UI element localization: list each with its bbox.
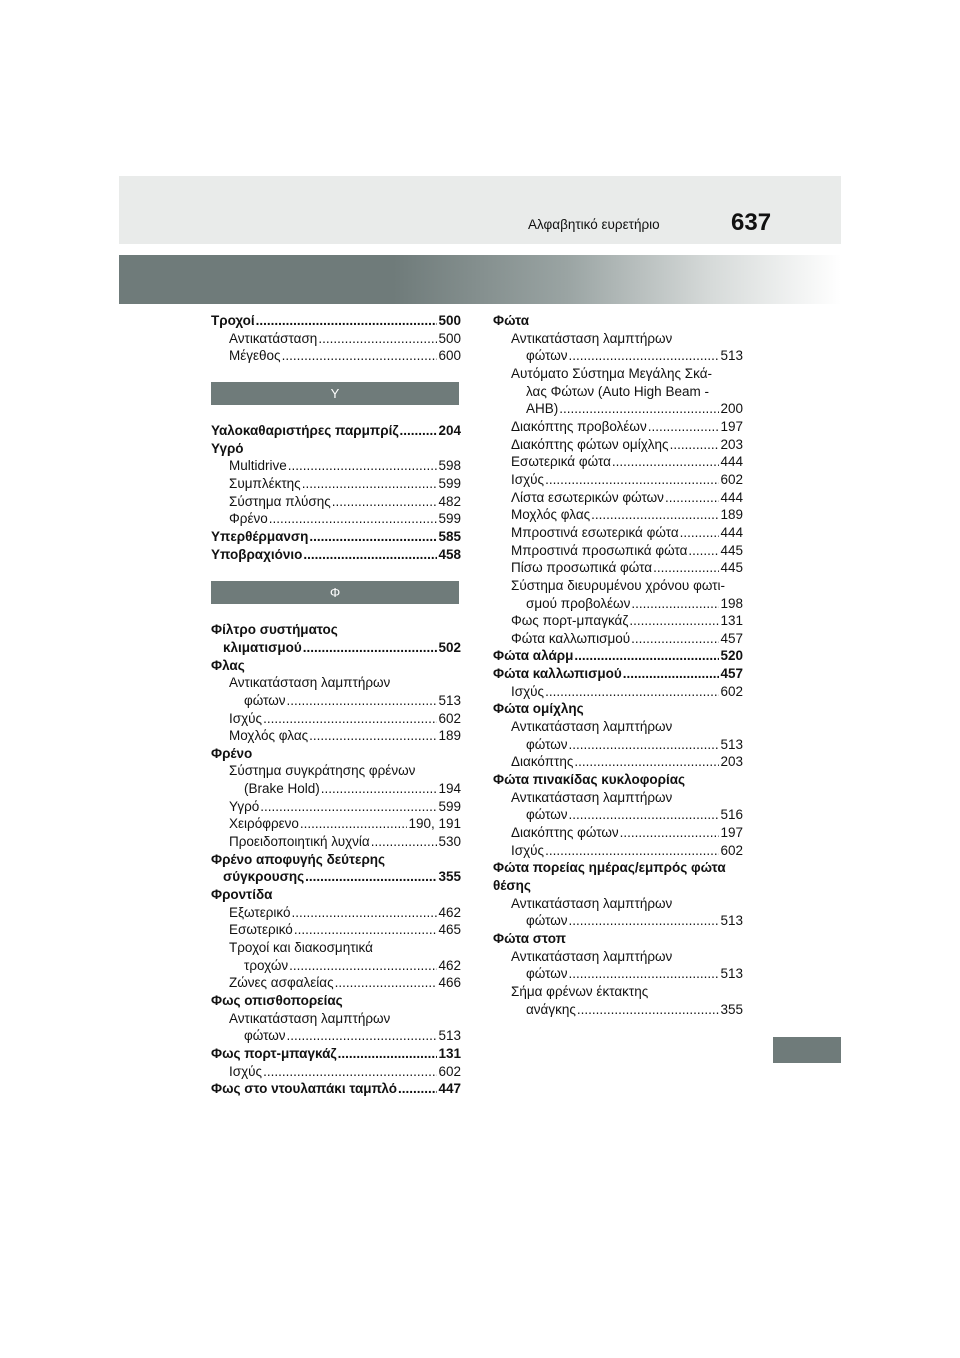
index-subentry: Διακόπτης φώτων ομίχλης ..... 203 bbox=[493, 436, 743, 454]
index-entry: Φως στο ντουλαπάκι ταμπλό ..... 447 bbox=[211, 1080, 461, 1098]
index-subentry-continuation: λας Φώτων (Auto High Beam - bbox=[526, 383, 709, 399]
index-entry: Φώτα πινακίδας κυκλοφορίας bbox=[493, 772, 686, 788]
index-entry: Υπερθέρμανση ..... 585 bbox=[211, 528, 461, 546]
decorative-band bbox=[119, 255, 841, 304]
index-entry-continuation: θέσης bbox=[493, 878, 531, 893]
index-entry: Υγρό bbox=[211, 440, 244, 456]
index-subentry: Ισχύς ..... 602 bbox=[211, 1063, 461, 1081]
header-title: Αλφαβητικό ευρετήριο bbox=[528, 217, 660, 232]
index-entry: Φλας bbox=[211, 657, 245, 673]
index-subentry: Αντικατάσταση ..... 500 bbox=[211, 330, 461, 348]
index-entry: Υποβραχιόνιο ..... 458 bbox=[211, 546, 461, 564]
index-subentry: Ισχύς ..... 602 bbox=[211, 710, 461, 728]
index-subentry-continuation: AHB) ..... 200 bbox=[493, 400, 743, 418]
section-header-f: Φ bbox=[211, 581, 459, 604]
index-entry: Φώτα bbox=[493, 313, 530, 328]
index-subentry: Φως πορτ-μπαγκάζ ..... 131 bbox=[493, 612, 743, 630]
index-subentry-continuation: φώτων ..... 516 bbox=[493, 806, 743, 824]
index-subentry-continuation: φώτων ..... 513 bbox=[493, 965, 743, 983]
index-subentry: Φρένο ..... 599 bbox=[211, 510, 461, 528]
index-entry-continuation: κλιματισμού ..... 502 bbox=[211, 639, 461, 657]
index-subentry: Ισχύς ..... 602 bbox=[493, 842, 743, 860]
index-subentry: Σήμα φρένων έκτακτης bbox=[511, 983, 649, 999]
section-header-y: Υ bbox=[211, 382, 459, 405]
index-subentry-continuation: φώτων ..... 513 bbox=[211, 692, 461, 710]
index-entry: Φώτα στοπ bbox=[493, 930, 566, 946]
index-subentry: Μέγεθος ..... 600 bbox=[211, 347, 461, 365]
index-entry: Φώτα πορείας ημέρας/εμπρός φώτα bbox=[493, 860, 726, 876]
index-subentry: Εσωτερικό ..... 465 bbox=[211, 921, 461, 939]
index-subentry: Σύστημα διευρυμένου χρόνου φωτι- bbox=[511, 577, 725, 593]
index-subentry: Αντικατάσταση λαμπτήρων bbox=[511, 719, 673, 735]
index-column-left bbox=[211, 312, 461, 1098]
index-entry: Φως πορτ-μπαγκάζ ..... 131 bbox=[211, 1045, 461, 1063]
index-subentry: Μοχλός φλας ..... 189 bbox=[211, 727, 461, 745]
index-subentry: Ισχύς ..... 602 bbox=[493, 471, 743, 489]
index-subentry: Λίστα εσωτερικών φώτων ..... 444 bbox=[493, 489, 743, 507]
index-subentry: Αντικατάσταση λαμπτήρων bbox=[511, 948, 673, 964]
chapter-tab bbox=[773, 1037, 841, 1063]
index-subentry: Προειδοποιητική λυχνία ..... 530 bbox=[211, 833, 461, 851]
index-subentry: Αντικατάσταση λαμπτήρων bbox=[511, 895, 673, 911]
index-subentry: Αντικατάσταση λαμπτήρων bbox=[229, 675, 391, 691]
index-subentry: Διακόπτης φώτων ..... 197 bbox=[493, 824, 743, 842]
index-subentry: Μπροστινά προσωπικά φώτα ..... 445 bbox=[493, 542, 743, 560]
index-entry: Φροντίδα bbox=[211, 887, 273, 903]
index-subentry: Πίσω προσωπικά φώτα ..... 445 bbox=[493, 559, 743, 577]
index-subentry: Multidrive ..... 598 bbox=[211, 457, 461, 475]
index-subentry: Χειρόφρενο ..... 190, 191 bbox=[211, 815, 461, 833]
index-subentry-continuation: σμού προβολέων ..... 198 bbox=[493, 595, 743, 613]
index-subentry: Ισχύς ..... 602 bbox=[493, 683, 743, 701]
index-subentry: Σύστημα συγκράτησης φρένων bbox=[229, 763, 416, 779]
index-subentry-continuation: φώτων ..... 513 bbox=[493, 736, 743, 754]
index-subentry-continuation: φώτων ..... 513 bbox=[493, 912, 743, 930]
index-subentry-continuation: φώτων ..... 513 bbox=[493, 347, 743, 365]
index-subentry: Μπροστινά εσωτερικά φώτα ..... 444 bbox=[493, 524, 743, 542]
index-subentry: Συμπλέκτης ..... 599 bbox=[211, 475, 461, 493]
index-subentry: Αντικατάσταση λαμπτήρων bbox=[229, 1010, 391, 1026]
index-entry: Φρένο bbox=[211, 745, 253, 761]
index-subentry: Αυτόματο Σύστημα Μεγάλης Σκά- bbox=[511, 365, 713, 381]
index-subentry-continuation: φώτων ..... 513 bbox=[211, 1027, 461, 1045]
index-subentry: Υγρό ..... 599 bbox=[211, 798, 461, 816]
index-subentry-continuation: τροχών ..... 462 bbox=[211, 957, 461, 975]
index-subentry: Μοχλός φλας ..... 189 bbox=[493, 506, 743, 524]
index-entry: Φρένο αποφυγής δεύτερης bbox=[211, 851, 386, 867]
index-subentry: Φώτα καλλωπισμού ..... 457 bbox=[493, 630, 743, 648]
index-entry: Φως οπισθοπορείας bbox=[211, 993, 343, 1008]
index-entry: Τροχοί ..... 500 bbox=[211, 312, 461, 330]
index-subentry: Ζώνες ασφαλείας ..... 466 bbox=[211, 974, 461, 992]
index-entry: Υαλοκαθαριστήρες παρμπρίζ ..... 204 bbox=[211, 422, 461, 440]
index-subentry-continuation: (Brake Hold) ..... 194 bbox=[211, 780, 461, 798]
page-number: 637 bbox=[731, 209, 772, 236]
index-entry: Φώτα αλάρμ ..... 520 bbox=[493, 647, 743, 665]
index-subentry: Εξωτερικό ..... 462 bbox=[211, 904, 461, 922]
index-subentry: Τροχοί και διακοσμητικά bbox=[229, 940, 373, 956]
index-subentry: Διακόπτης προβολέων ..... 197 bbox=[493, 418, 743, 436]
index-entry: Φώτα καλλωπισμού ..... 457 bbox=[493, 665, 743, 683]
index-subentry: Εσωτερικά φώτα ..... 444 bbox=[493, 453, 743, 471]
index-subentry: Διακόπτης ..... 203 bbox=[493, 753, 743, 771]
index-subentry: Σύστημα πλύσης ..... 482 bbox=[211, 493, 461, 511]
index-column-right bbox=[493, 312, 743, 1018]
index-subentry: Αντικατάσταση λαμπτήρων bbox=[511, 330, 673, 346]
index-entry-continuation: σύγκρουσης ..... 355 bbox=[211, 868, 461, 886]
index-subentry: Αντικατάσταση λαμπτήρων bbox=[511, 789, 673, 805]
index-subentry-continuation: ανάγκης ..... 355 bbox=[493, 1001, 743, 1019]
index-entry: Φώτα ομίχλης bbox=[493, 701, 584, 717]
index-entry: Φίλτρο συστήματος bbox=[211, 622, 338, 638]
